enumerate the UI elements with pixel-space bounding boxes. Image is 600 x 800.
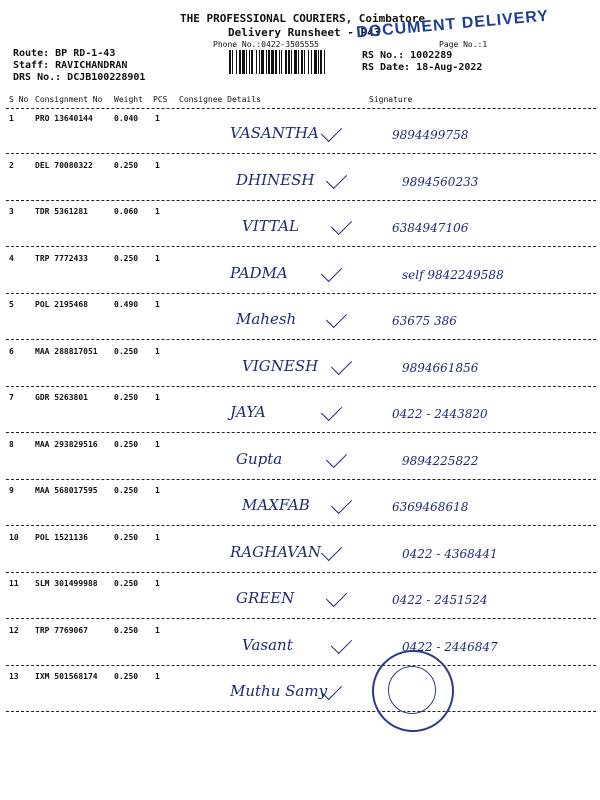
row-divider [6,711,596,712]
row-consignee-name: Vasant [242,636,293,654]
row-signature-phone: 9894661856 [402,361,479,375]
row-check-mark [326,307,347,328]
row-weight: 0.250 [114,626,139,635]
row-divider [6,200,596,201]
row-check-mark [331,633,352,654]
row-weight: 0.250 [114,579,139,588]
row-sno: 13 [9,672,19,681]
row-check-mark [326,586,347,607]
row-consignment-no: TRP 7772433 [35,254,88,263]
row-signature-phone: 0422 - 2446847 [402,640,498,654]
route: Route: BP RD-1-43 [13,48,116,59]
row-weight: 0.250 [114,440,139,449]
row-check-mark [331,493,352,514]
row-divider [6,339,596,340]
row-check-mark [326,447,347,468]
page-number: Page No.:1 [439,40,488,49]
row-check-mark [321,121,342,142]
row-sno: 9 [9,486,14,495]
drs-number: DRS No.: DCJB100228901 [13,72,146,83]
row-consignee-name: VITTAL [242,217,300,235]
row-consignment-no: DEL 70080322 [35,161,93,170]
row-weight: 0.250 [114,254,139,263]
row-pcs: 1 [155,347,160,356]
runsheet-title: Delivery Runsheet - P43 [228,26,381,39]
row-check-mark [321,400,342,421]
row-sno: 5 [9,300,14,309]
header-divider [6,108,596,109]
row-signature-phone: 0422 - 2451524 [392,593,488,607]
row-pcs: 1 [155,672,160,681]
row-pcs: 1 [155,254,160,263]
rs-number: RS No.: 1002289 [362,50,453,61]
row-consignee-name: Muthu Samy [230,682,328,700]
col-header-signature: Signature [369,95,413,104]
row-sno: 8 [9,440,14,449]
row-consignee-name: VIGNESH [242,357,319,375]
col-header-consignment: Consignment No [35,95,103,104]
row-consignment-no: TRP 7769067 [35,626,88,635]
row-pcs: 1 [155,486,160,495]
row-sno: 4 [9,254,14,263]
row-check-mark [326,168,347,189]
col-header-weight: Weight [114,95,143,104]
row-sno: 2 [9,161,14,170]
row-sno: 10 [9,533,19,542]
row-consignment-no: TDR 5361281 [35,207,88,216]
row-weight: 0.250 [114,672,139,681]
row-divider [6,293,596,294]
row-pcs: 1 [155,579,160,588]
row-divider [6,618,596,619]
row-signature-phone: 0422 - 4368441 [402,547,498,561]
row-consignee-name: MAXFAB [242,496,310,514]
row-consignee-name: Mahesh [236,310,297,328]
row-sno: 11 [9,579,19,588]
row-pcs: 1 [155,114,160,123]
row-pcs: 1 [155,393,160,402]
row-signature-phone: self 9842249588 [402,268,504,282]
row-consignment-no: IXM 501568174 [35,672,98,681]
row-divider [6,153,596,154]
row-consignee-name: GREEN [236,589,295,607]
barcode [229,50,354,74]
row-consignment-no: MAA 288817051 [35,347,98,356]
row-divider [6,246,596,247]
row-signature-phone: 9894499758 [392,128,469,142]
row-weight: 0.040 [114,114,139,123]
row-sno: 7 [9,393,14,402]
row-consignee-name: RAGHAVAN [230,543,322,561]
row-consignee-name: DHINESH [236,171,315,189]
row-consignee-name: JAYA [230,403,266,421]
row-divider [6,572,596,573]
row-check-mark [321,540,342,561]
col-header-consignee: Consignee Details [179,95,261,104]
row-weight: 0.250 [114,486,139,495]
row-weight: 0.250 [114,161,139,170]
seal-inner-ring [388,666,436,714]
row-signature-phone: 9894225822 [402,454,479,468]
row-check-mark [321,261,342,282]
row-pcs: 1 [155,533,160,542]
rs-date: RS Date: 18-Aug-2022 [362,62,483,73]
row-divider [6,665,596,666]
phone-number: Phone No.:0422-3505555 [213,40,319,49]
row-pcs: 1 [155,161,160,170]
col-header-sno: S No [9,95,29,104]
row-check-mark [331,354,352,375]
row-sno: 12 [9,626,19,635]
row-consignment-no: GDR 5263801 [35,393,88,402]
row-weight: 0.250 [114,347,139,356]
row-signature-phone: 63675 386 [392,314,457,328]
row-signature-phone: 6384947106 [392,221,469,235]
row-divider [6,386,596,387]
row-consignee-name: VASANTHA [230,124,319,142]
row-consignment-no: PRO 13640144 [35,114,93,123]
row-consignee-name: PADMA [230,264,288,282]
row-divider [6,432,596,433]
row-weight: 0.060 [114,207,139,216]
row-signature-phone: 0422 - 2443820 [392,407,488,421]
row-consignment-no: MAA 568017595 [35,486,98,495]
row-pcs: 1 [155,207,160,216]
document-delivery-stamp: DOCUMENT DELIVERY [355,7,550,42]
row-divider [6,479,596,480]
row-pcs: 1 [155,300,160,309]
row-weight: 0.250 [114,393,139,402]
company-title: THE PROFESSIONAL COURIERS, Coimbatore [180,12,426,25]
row-consignee-name: Gupta [236,450,283,468]
delivery-seal [372,650,454,732]
row-weight: 0.490 [114,300,139,309]
row-pcs: 1 [155,440,160,449]
staff: Staff: RAVICHANDRAN [13,60,128,71]
row-weight: 0.250 [114,533,139,542]
row-sno: 6 [9,347,14,356]
row-consignment-no: POL 1521136 [35,533,88,542]
col-header-pcs: PCS [153,95,168,104]
row-check-mark [331,214,352,235]
row-signature-phone: 9894560233 [402,175,479,189]
row-pcs: 1 [155,626,160,635]
row-sno: 3 [9,207,14,216]
row-consignment-no: POL 2195468 [35,300,88,309]
row-signature-phone: 6369468618 [392,500,469,514]
row-sno: 1 [9,114,14,123]
row-divider [6,525,596,526]
row-consignment-no: SLM 301499988 [35,579,98,588]
row-consignment-no: MAA 293829516 [35,440,98,449]
